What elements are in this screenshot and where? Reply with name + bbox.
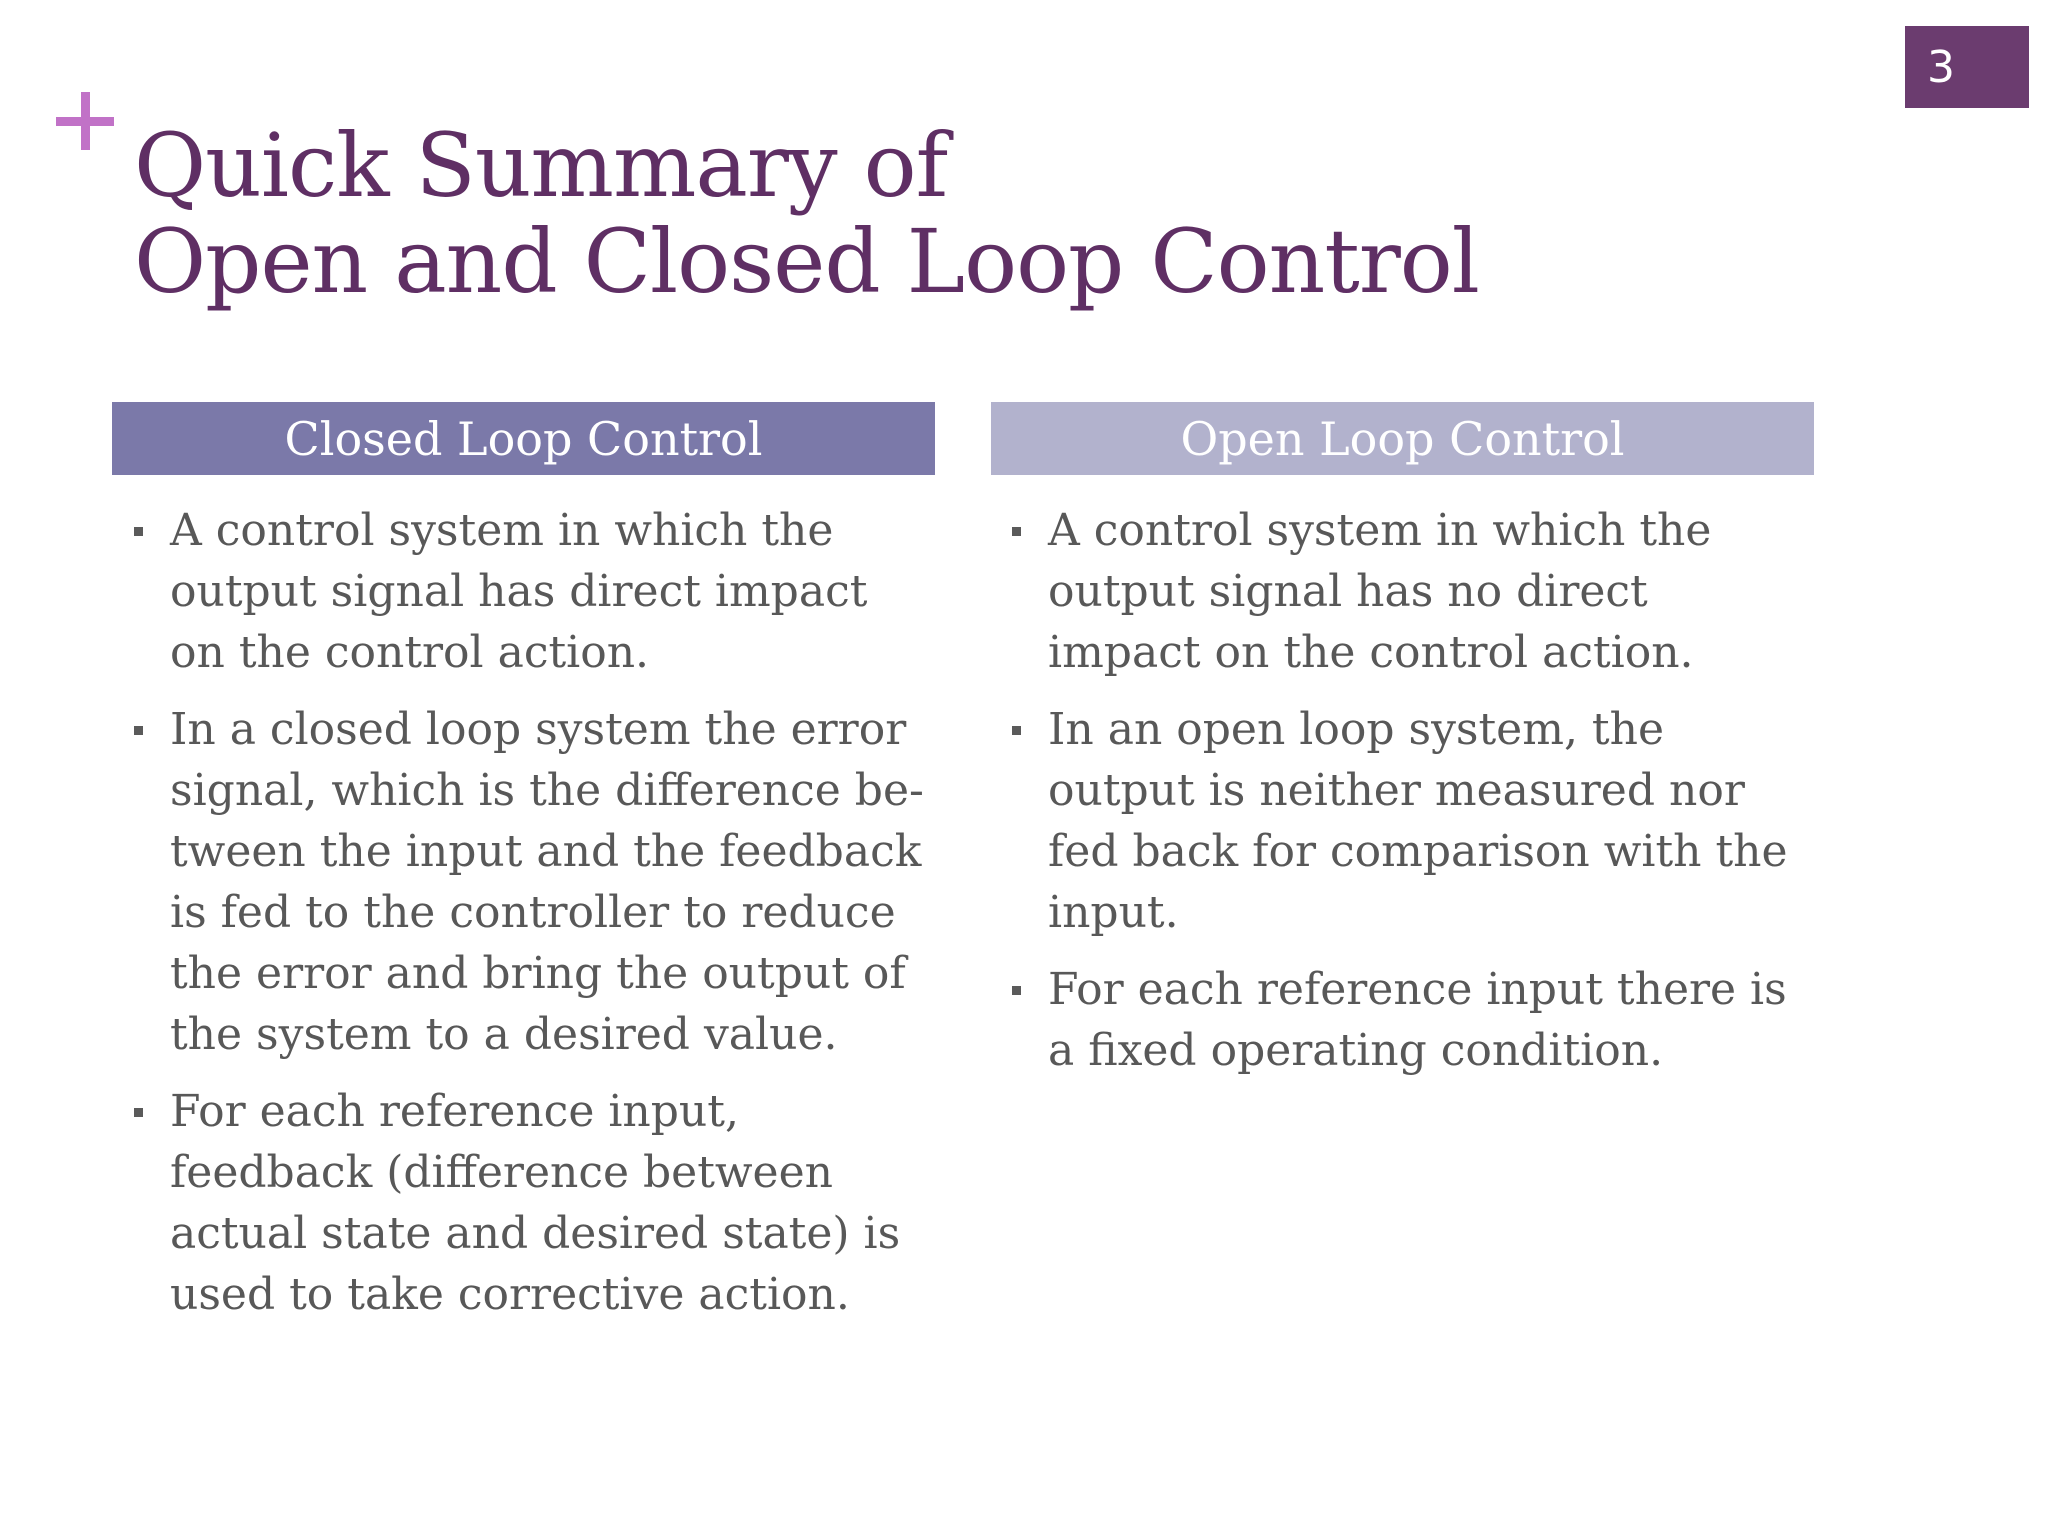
list-item-text: In a closed loop system the error signal, which is the difference be-tween the input and the feedback is fed to the controller to reduce the error and bring the output of the system to a desired value.	[170, 704, 924, 1060]
list-item-text: In an open loop system, the output is neither measured nor fed back for comparison with the input.	[1048, 704, 1788, 938]
list-item-text: For each reference input, feedback (difference between actual state and desired state) is used to take corrective action.	[170, 1086, 901, 1320]
square-bullet-icon	[134, 726, 143, 735]
closed-loop-header-label: Closed Loop Control	[284, 411, 763, 466]
list-item-text: A control system in which the output signal has direct impact on the control action.	[170, 505, 868, 678]
list-item-text: For each reference input there is a fixed operating condition.	[1048, 964, 1787, 1076]
square-bullet-icon	[1012, 986, 1021, 995]
plus-icon	[56, 92, 114, 150]
square-bullet-icon	[134, 527, 143, 536]
title-line-2: Open and Closed Loop Control	[134, 210, 1479, 313]
open-loop-header-label: Open Loop Control	[1180, 411, 1625, 466]
list-item	[1008, 959, 1808, 1081]
page-number-badge	[1905, 26, 2029, 108]
list-item	[1008, 699, 1808, 943]
open-loop-header	[991, 402, 1814, 475]
square-bullet-icon	[1012, 726, 1021, 735]
list-item	[130, 500, 930, 683]
list-item	[130, 699, 930, 1065]
square-bullet-icon	[134, 1108, 143, 1117]
square-bullet-icon	[1012, 527, 1021, 536]
closed-loop-header	[112, 402, 935, 475]
open-loop-list	[1008, 500, 1808, 1097]
title-line-1: Quick Summary of	[134, 114, 948, 217]
closed-loop-list	[130, 500, 930, 1341]
list-item	[1008, 500, 1808, 683]
page-number: 3	[1927, 41, 1955, 93]
page-title	[134, 114, 1834, 313]
list-item-text: A control system in which the output signal has no direct impact on the control action.	[1048, 505, 1712, 678]
list-item	[130, 1081, 930, 1325]
